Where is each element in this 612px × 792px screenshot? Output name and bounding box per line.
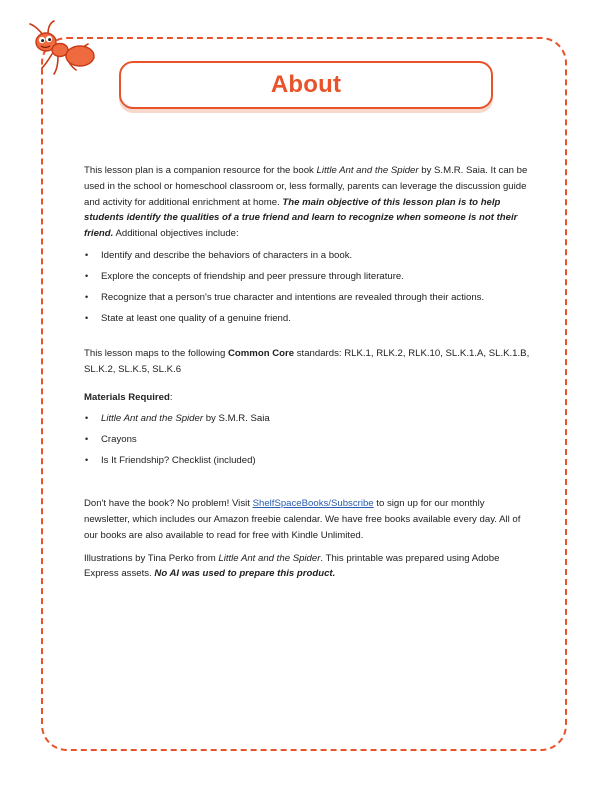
title-box — [119, 61, 493, 109]
list-item — [84, 411, 530, 427]
page-title: About — [270, 71, 342, 98]
common-core-label: Common Core — [227, 347, 295, 359]
intro-text-1: This lesson plan is a companion resource for the book — [84, 165, 317, 176]
main-objective: The main objective of this lesson plan is to help students identify the qualities of a true friend and learn to recognize when someone is not their friend. — [84, 196, 518, 240]
subscribe-paragraph — [84, 496, 530, 543]
subscribe-link[interactable]: ShelfSpaceBooks/Subscribe — [252, 498, 374, 510]
materials-heading — [84, 390, 530, 406]
list-item: • State at least one quality of a genuine friend. — [84, 311, 530, 327]
credits-middle: . This printable was prepared using Adobe Express assets. — [84, 552, 500, 580]
list-item: • Explore the concepts of friendship and peer pressure through literature. — [84, 269, 530, 285]
intro-text-3: Additional objectives include: — [113, 228, 239, 240]
objectives-list — [84, 248, 530, 327]
intro-paragraph — [84, 163, 530, 242]
credits-paragraph — [84, 551, 530, 583]
ant-mascot-icon — [24, 20, 104, 82]
list-item: • Identify and describe the behaviors of characters in a book. — [84, 248, 530, 264]
materials-list — [84, 411, 530, 469]
subscribe-prefix: Don't have the book? No problem! Visit — [84, 498, 253, 510]
intro-text-2: by S.M.R. Saia. It can be used in the school or homeschool classroom or, less formally, parents can leverage the discussion guide and activity for additional enrichment at home. — [84, 165, 528, 208]
list-item: • Crayons — [84, 432, 530, 448]
material-book-title: Little Ant and the Spider — [101, 413, 204, 425]
material-book-author: by S.M.R. Saia — [203, 413, 270, 425]
book-title: Little Ant and the Spider — [316, 165, 419, 176]
list-item: • Recognize that a person's true character and intentions are revealed through their actions. — [84, 290, 530, 306]
no-ai-statement: No AI was used to prepare this product. — [154, 568, 336, 580]
subscribe-suffix: to sign up for our monthly newsletter, which includes our Amazon freebie calendar. We have free books available every day. All of our books are also available to read for free with Kindle Unlimited. — [84, 498, 521, 541]
standards-list: standards: RLK.1, RLK.2, RLK.10, SL.K.1.A, SL.K.1.B, SL.K.2, SL.K.5, SL.K.6 — [84, 347, 530, 375]
materials-heading-text: Materials Required — [84, 391, 170, 403]
about-content — [84, 163, 530, 582]
materials-heading-colon: : — [169, 391, 173, 403]
credits-book-title: Little Ant and the Spider — [218, 552, 321, 564]
credits-prefix: Illustrations by Tina Perko from — [84, 552, 219, 564]
standards-paragraph — [84, 346, 530, 378]
list-item: • Is It Friendship? Checklist (included) — [84, 453, 530, 469]
standards-prefix: This lesson maps to the following — [84, 347, 228, 359]
